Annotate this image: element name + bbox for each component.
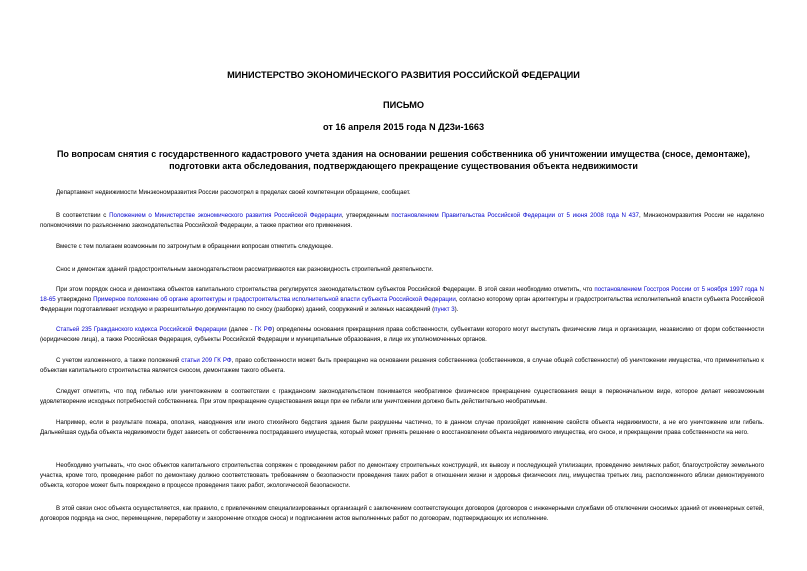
- paragraph-2: [40, 211, 764, 231]
- link-clause-3[interactable]: пункт 3: [434, 306, 455, 313]
- link-civil-code-article-235[interactable]: Статьей 235 Гражданского кодекса Российской Федерации: [56, 326, 227, 333]
- link-government-resolution[interactable]: постановлением Правительства Российской Федерации от 5 июня 2008 года N 437: [391, 212, 639, 219]
- paragraph-3: Вместе с тем полагаем возможным по затронутым в обращении вопросам отметить следующее.: [56, 243, 333, 250]
- text-span: ) определены основания прекращения права собственности, субъектами которого могут выступать физические лица и организации, независимо от форм собственности (юридические лица), а также Российская Федерация, субъекты Российской Федерации и муниципальные образования, в лице их уполномоченных органов.: [40, 326, 764, 343]
- paragraph-5: [40, 285, 764, 315]
- text-span: утверждено: [55, 296, 94, 303]
- paragraph-11: В этой связи снос объекта осуществляется, как правило, с привлечением специализированных организаций с заключением соответствующих договоров (договоров с инженерными службами об отключении сносимых зданий от инженерных сетей, договоров подряда на снос, перемещение, переработку и захоронение отходов сноса) и подписанием актов выполненных работ по договорам, подтверждающих их исполнение.: [40, 505, 764, 522]
- paragraph-6: [40, 325, 764, 345]
- document-date-number: от 16 апреля 2015 года N Д23и-1663: [322, 122, 485, 132]
- link-civil-code-article-209[interactable]: статьи 209 ГК РФ: [181, 357, 232, 364]
- link-gosstroy-resolution[interactable]: постановлением Госстроя России от 5 ноября 1997 года N 18-65: [40, 286, 764, 303]
- text-span: С учетом изложенного, а также положений: [56, 357, 182, 364]
- paragraph-1: Департамент недвижимости Минэкономразвития России рассмотрел в пределах своей компетенции обращение, сообщает.: [56, 189, 411, 196]
- link-ministry-regulation[interactable]: Положением о Министерстве экономического развития Российской Федерации: [109, 212, 342, 219]
- text-span: , утвержденным: [341, 212, 392, 219]
- text-span: (далее -: [226, 326, 255, 333]
- text-span: ).: [454, 306, 459, 313]
- text-span: , согласно которому орган архитектуры и градостроительства исполнительной власти субъекта Российской Федерации подготавливает исходную и разрешительную документацию по сносу (разборке) зданий, сооружений и зеленых насаждений (: [40, 296, 765, 313]
- paragraph-7: [40, 356, 764, 376]
- ministry-heading: МИНИСТЕРСТВО ЭКОНОМИЧЕСКОГО РАЗВИТИЯ РОССИЙСКОЙ ФЕДЕРАЦИИ: [227, 70, 580, 80]
- paragraph-9: Например, если в результате пожара, оползня, наводнения или иного стихийного бедствия здания были разрушены частично, то в данном случае произойдет изменение свойств объекта недвижимости, а не его уничтожение или гибель. Дальнейшая судьба объекта недвижимости будет зависеть от собственника пострадавшего имущества, который может принять решение о восстановлении объекта недвижимого имущества, его сносе, и прекращении права собственности на него.: [40, 419, 764, 436]
- paragraph-8: Следует отметить, что под гибелью или уничтожением в соответствии с гражданским законодательством понимается необратимое физическое прекращение существования вещи в первоначальном виде, которое делает невозможным удовлетворение исходных потребностей собственника. При этом прекращение существования вещи при ее гибели или уничтожении должно быть действительно необратимым.: [40, 388, 764, 405]
- document-type: ПИСЬМО: [382, 100, 425, 110]
- paragraph-4: Снос и демонтаж зданий градостроительным законодательством рассматриваются как разновидность строительной деятельности.: [56, 266, 434, 273]
- text-span: При этом порядок сноса и демонтажа объектов капитального строительства регулируется законодательством субъектов Российской Федерации. В этой связи необходимо отметить, что: [56, 286, 595, 293]
- text-span: В соответствии с: [56, 212, 110, 219]
- link-civil-code[interactable]: ГК РФ: [254, 326, 273, 333]
- document-title-line-2: подготовки акта обследования, подтверждающего прекращение существования объекта недвижимости: [169, 161, 638, 171]
- paragraph-10: Необходимо учитывать, что снос объектов капитального строительства сопряжен с проведением работ по демонтажу строительных конструкций, их вывозу и последующей утилизации, проведению земляных работ, благоустройству земельного участка, кроме того, проведение работ по демонтажу должно соответствовать требованиям о безопасности проведения таких работ в отношении жизни и здоровья физических лиц, имущества третьих лиц, расположенного вблизи демонтируемого объекта, которое может быть повреждено в процессе проведения таких работ, экологической безопасности.: [40, 462, 764, 489]
- link-model-regulation[interactable]: Примерное положение об органе архитектуры и градостроительства исполнительной власти субъекта Российской Федерации: [93, 296, 456, 303]
- text-span: , право собственности может быть прекращено на основании решения собственника (собственников, в случае общей собственности) об уничтожении имущества, что применительно к объектам капитального строительства является сносом, демонтажем такого объекта.: [40, 357, 764, 374]
- document-title-line-1: По вопросам снятия с государственного кадастрового учета здания на основании решения собственника об уничтожении имущества (сносе, демонтаже),: [56, 149, 751, 159]
- text-span: , Минэкономразвития России не наделено полномочиями по разъяснению законодательства Российской Федерации, а также практики его применения.: [40, 212, 764, 229]
